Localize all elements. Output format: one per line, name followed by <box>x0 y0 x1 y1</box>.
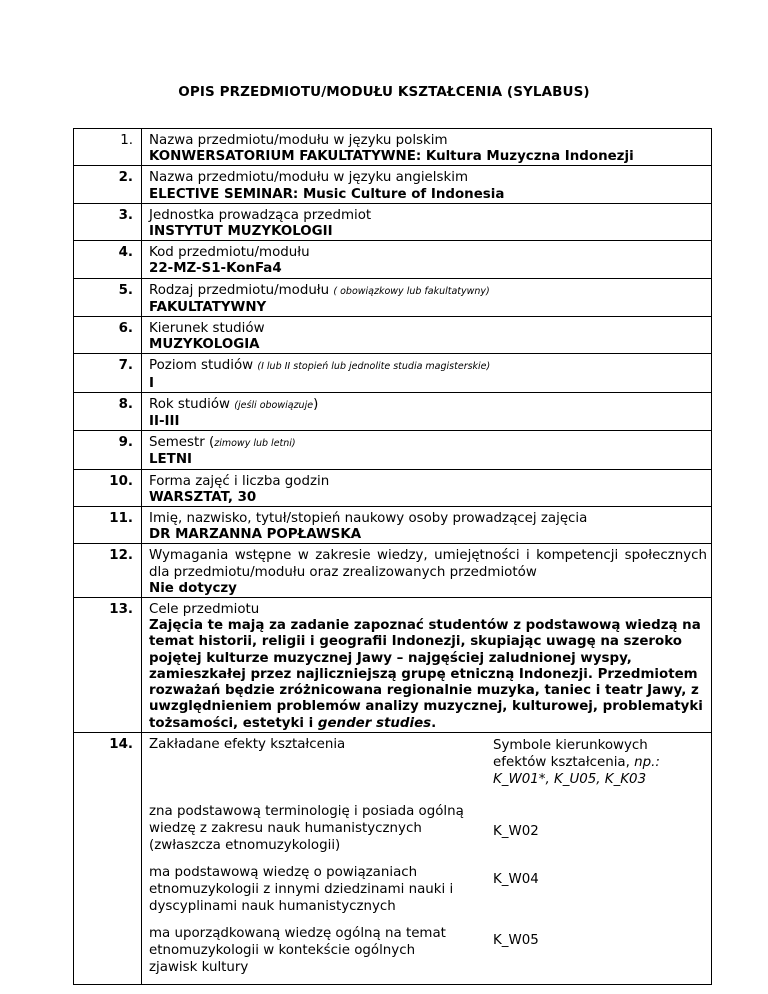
list-item <box>149 803 707 854</box>
symbols-header-line: K_W01*, K_U05, K_K03 <box>493 771 647 787</box>
effects-header <box>149 737 707 789</box>
symbols-header-line: Symbole kierunkowych <box>493 737 648 753</box>
field-note: zimowy lub letni) <box>214 438 296 450</box>
row-content <box>142 469 712 506</box>
field-value: INSTYTUT MUZYKOLOGII <box>149 224 333 240</box>
effect-description: ma uporządkowaną wiedzę ogólną na temat etnomuzykologii w kontekście ogólnych zjawisk kultury <box>149 925 446 975</box>
symbols-header-line <box>493 754 703 771</box>
field-value: FAKULTATYWNY <box>149 299 267 315</box>
objective-end: . <box>431 715 437 731</box>
table-row <box>74 278 712 316</box>
row-number: 8. <box>74 392 142 430</box>
table-row <box>74 598 712 733</box>
table-row <box>74 166 712 203</box>
table-row <box>74 431 712 469</box>
field-value: 22-MZ-S1-KonFa4 <box>149 261 282 277</box>
row-number: 7. <box>74 354 142 392</box>
field-label: Poziom studiów <box>149 358 254 374</box>
objective-italic: gender studies <box>317 715 432 731</box>
objective-text: Zajęcia te mają za zadanie zapoznać studentów z podstawową wiedzą na temat historii, religii i geografii Indonezji, skupiając uwagę na szeroko pojętej kulturze muzycznej Jawy – najgęściej zaludnionej wyspy, zamieszkałej przez najliczniejszą grupę etniczną Indonezji. Przedmiotem rozważań będzie zróżnicowana regionalnie muzyka, taniec i teatr Jawy, z uwzględnieniem problemów analizy muzycznej, kulturowej, problematyki tożsamości, estetyki i <box>149 618 703 731</box>
field-label: Nazwa przedmiotu/modułu w języku polskim <box>149 133 448 148</box>
row-number: 6. <box>74 317 142 354</box>
list-item <box>149 925 707 976</box>
field-label: Forma zajęć i liczba godzin <box>149 473 330 489</box>
row-number: 13. <box>74 598 142 733</box>
effect-description: ma podstawową wiedzę o powiązaniach etnomuzykologii z innymi dziedzinami nauki i dyscyplinami nauk humanistycznych <box>149 864 454 914</box>
symbols-header-np: np.: <box>634 754 660 770</box>
symbols-header-text: efektów kształcenia, <box>493 754 635 770</box>
field-label-tail: ) <box>313 396 319 412</box>
field-label: Rok studiów <box>149 396 230 412</box>
field-label: Semestr ( <box>149 435 215 451</box>
row-content <box>142 392 712 430</box>
field-value: KONWERSATORIUM FAKULTATYWNE: Kultura Muzyczna Indonezji <box>149 149 634 165</box>
list-item <box>149 864 707 915</box>
field-label: Nazwa przedmiotu/modułu w języku angielskim <box>149 170 468 186</box>
row-content <box>142 431 712 469</box>
field-value: WARSZTAT, 30 <box>149 489 257 505</box>
table-row <box>74 241 712 278</box>
field-value: II-III <box>149 414 180 430</box>
field-value: ELECTIVE SEMINAR: Music Culture of Indonesia <box>149 186 505 202</box>
effect-description: zna podstawową terminologię i posiada ogólną wiedzę z zakresu nauk humanistycznych (zwłaszcza etnomuzykologii) <box>149 803 464 853</box>
row-content <box>142 598 712 733</box>
field-value: I <box>149 375 154 391</box>
table-row <box>74 544 712 598</box>
row-number: 4. <box>74 241 142 278</box>
row-content <box>142 278 712 316</box>
row-content <box>142 507 712 544</box>
field-label: Kierunek studiów <box>149 321 265 337</box>
field-label: Rodzaj przedmiotu/modułu <box>149 282 330 298</box>
field-note: (jeśli obowiązuje <box>234 399 314 411</box>
row-number: 10. <box>74 469 142 506</box>
field-note: (I lub II stopień lub jednolite studia magisterskie) <box>257 361 491 373</box>
field-label: Kod przedmiotu/modułu <box>149 245 310 261</box>
effect-code: K_W04 <box>493 871 539 887</box>
field-value: DR MARZANNA POPŁAWSKA <box>149 527 362 543</box>
table-row <box>74 317 712 354</box>
table-row <box>74 507 712 544</box>
table-row <box>74 354 712 392</box>
row-content <box>142 544 712 598</box>
table-row <box>74 392 712 430</box>
field-value <box>149 618 707 731</box>
table-row <box>74 732 712 984</box>
row-content <box>142 732 712 984</box>
effect-code: K_W02 <box>493 823 539 839</box>
row-number: 3. <box>74 203 142 240</box>
field-value: Nie dotyczy <box>149 580 237 596</box>
field-label: Imię, nazwisko, tytuł/stopień naukowy osoby prowadzącej zajęcia <box>149 511 588 527</box>
symbols-header <box>493 737 703 788</box>
table-row <box>74 469 712 506</box>
row-content <box>142 241 712 278</box>
row-number: 2. <box>74 166 142 203</box>
field-label: Jednostka prowadząca przedmiot <box>149 207 372 223</box>
field-value: MUZYKOLOGIA <box>149 337 260 353</box>
field-label: Cele przedmiotu <box>149 602 260 618</box>
row-number: 14. <box>74 732 142 984</box>
row-number: 5. <box>74 278 142 316</box>
row-number: 1. <box>74 129 142 166</box>
field-note: ( obowiązkowy lub fakultatywny) <box>333 285 490 297</box>
row-content <box>142 317 712 354</box>
row-number: 12. <box>74 544 142 598</box>
row-content <box>142 354 712 392</box>
field-label: Zakładane efekty kształcenia <box>149 736 346 752</box>
row-number: 9. <box>74 431 142 469</box>
field-value: LETNI <box>149 452 193 468</box>
table-row <box>74 129 712 166</box>
table-row <box>74 203 712 240</box>
field-label: Wymagania wstępne w zakresie wiedzy, umiejętności i kompetencji społecznych dla przedmiotu/modułu oraz zrealizowanych przedmiotów <box>149 548 707 580</box>
row-content <box>142 129 712 166</box>
row-content <box>142 166 712 203</box>
row-content <box>142 203 712 240</box>
document-title: OPIS PRZEDMIOTU/MODUŁU KSZTAŁCENIA (SYLABUS) <box>178 84 590 100</box>
syllabus-table <box>73 128 712 985</box>
effect-code: K_W05 <box>493 932 539 948</box>
row-number: 11. <box>74 507 142 544</box>
